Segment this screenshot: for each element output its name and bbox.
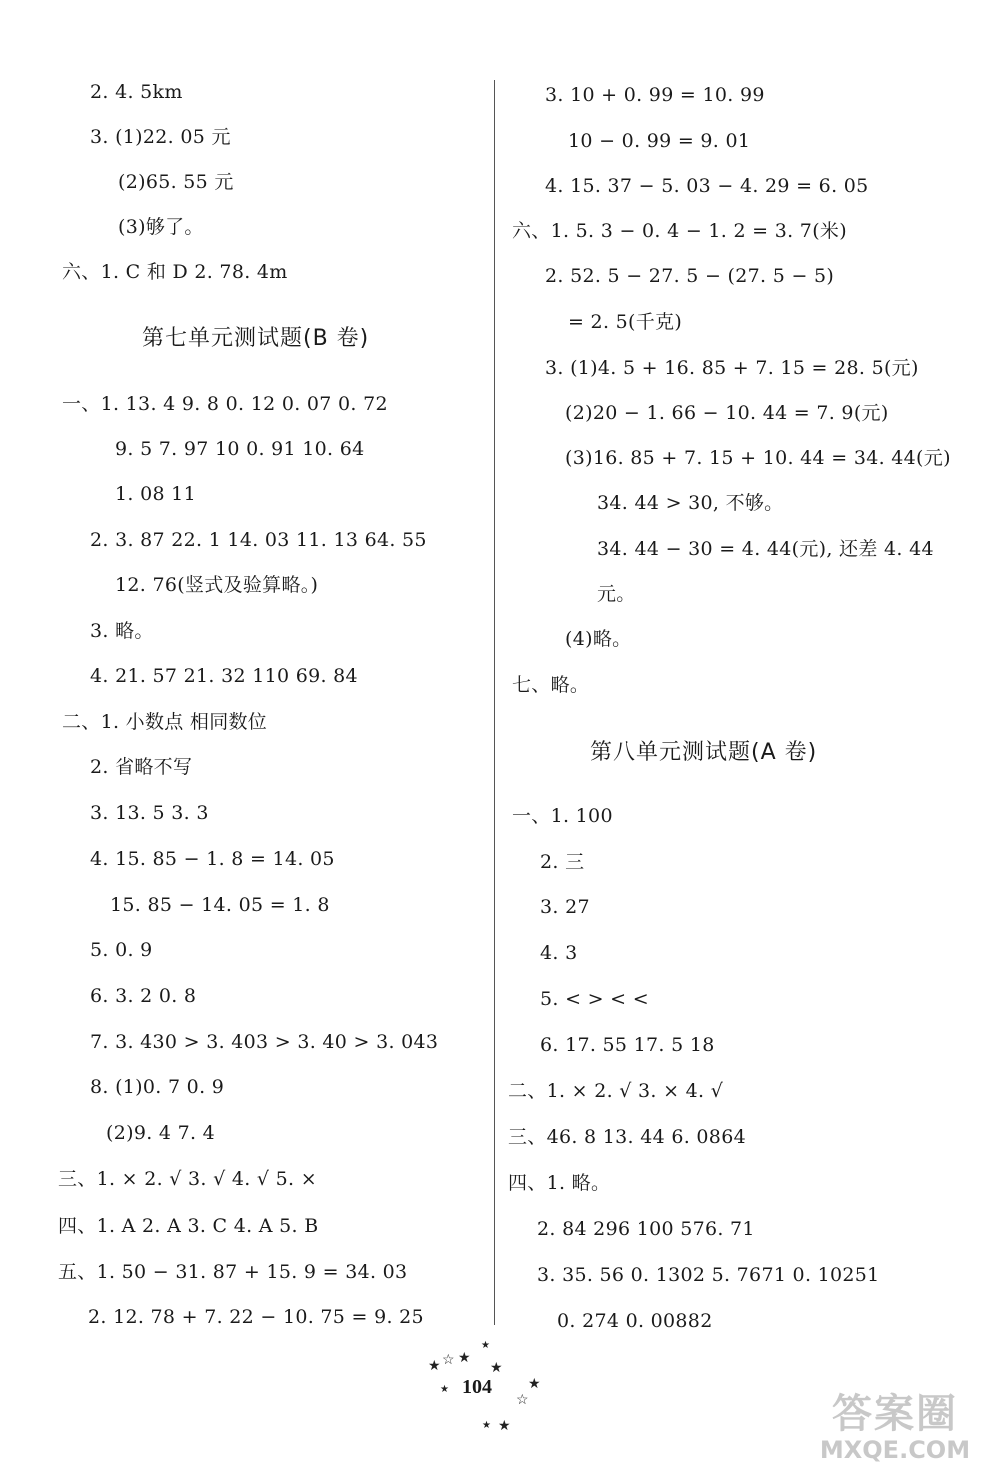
watermark-domain: MXQE.COM <box>819 1436 971 1464</box>
answer-line: 六、1. C 和 D 2. 78. 4m <box>62 261 288 283</box>
answer-line: 34. 44 − 30 = 4. 44(元), 还差 4. 44 <box>597 538 934 560</box>
answer-line: 2. 52. 5 − 27. 5 − (27. 5 − 5) <box>545 265 835 287</box>
answer-line: 5. < > < < <box>540 988 649 1010</box>
answer-line: 7. 3. 430 > 3. 403 > 3. 40 > 3. 043 <box>90 1031 439 1053</box>
answer-line: 8. (1)0. 7 0. 9 <box>90 1076 225 1098</box>
answer-line: 二、1. 小数点 相同数位 <box>62 711 268 733</box>
star-icon: ★ <box>528 1376 541 1392</box>
star-icon: ★ <box>498 1418 511 1434</box>
star-icon: ★ <box>481 1340 490 1351</box>
answer-line: 3. 27 <box>540 896 590 918</box>
answer-line: 2. 84 296 100 576. 71 <box>537 1218 755 1240</box>
answer-line: 四、1. 略。 <box>508 1172 611 1194</box>
answer-line: 5. 0. 9 <box>90 939 153 961</box>
answer-line: 10 − 0. 99 = 9. 01 <box>568 130 751 152</box>
answer-line: (2)20 − 1. 66 − 10. 44 = 7. 9(元) <box>565 402 889 424</box>
answer-line: 三、46. 8 13. 44 6. 0864 <box>508 1126 746 1148</box>
star-icon: ☆ <box>516 1392 529 1408</box>
answer-line: 34. 44 > 30, 不够。 <box>597 492 784 514</box>
watermark <box>800 1392 990 1472</box>
star-icon: ☆ <box>442 1352 455 1368</box>
answer-line: 4. 15. 85 − 1. 8 = 14. 05 <box>90 848 335 870</box>
answer-line: (4)略。 <box>565 628 632 650</box>
answer-line: 3. (1)4. 5 + 16. 85 + 7. 15 = 28. 5(元) <box>545 357 919 379</box>
answer-line: 1. 08 11 <box>115 483 196 505</box>
answer-line: 3. 10 + 0. 99 = 10. 99 <box>545 84 765 106</box>
star-icon: ★ <box>482 1420 491 1431</box>
answer-line: 2. 4. 5km <box>90 81 183 103</box>
answer-line: 2. 省略不写 <box>90 756 193 778</box>
answer-line: (3)16. 85 + 7. 15 + 10. 44 = 34. 44(元) <box>565 447 951 469</box>
star-icon: ★ <box>458 1350 471 1366</box>
answer-line: (3)够了。 <box>118 216 204 238</box>
page-number: 104 <box>462 1376 492 1398</box>
answer-line: = 2. 5(千克) <box>568 311 683 333</box>
answer-line: 4. 15. 37 − 5. 03 − 4. 29 = 6. 05 <box>545 175 869 197</box>
answer-line: 2. 3. 87 22. 1 14. 03 11. 13 64. 55 <box>90 529 427 551</box>
answer-line: 六、1. 5. 3 − 0. 4 − 1. 2 = 3. 7(米) <box>512 220 847 242</box>
section-title: 第七单元测试题(B 卷) <box>142 326 370 351</box>
column-divider <box>494 80 495 1325</box>
section-title: 第八单元测试题(A 卷) <box>590 740 818 765</box>
answer-line: 七、略。 <box>512 674 590 696</box>
answer-line: 一、1. 13. 4 9. 8 0. 12 0. 07 0. 72 <box>62 393 388 415</box>
answer-line: 2. 三 <box>540 851 585 873</box>
answer-line: (2)65. 55 元 <box>118 171 234 193</box>
answer-line: 四、1. A 2. A 3. C 4. A 5. B <box>58 1215 319 1237</box>
answer-line: 五、1. 50 − 31. 87 + 15. 9 = 34. 03 <box>58 1261 408 1283</box>
answer-line: 15. 85 − 14. 05 = 1. 8 <box>110 894 330 916</box>
answer-line: 6. 17. 55 17. 5 18 <box>540 1034 715 1056</box>
answer-line: 4. 3 <box>540 942 578 964</box>
answer-line: 3. 13. 5 3. 3 <box>90 802 209 824</box>
answer-line: 二、1. × 2. √ 3. × 4. √ <box>508 1080 724 1102</box>
answer-line: 12. 76(竖式及验算略。) <box>115 574 319 596</box>
answer-line: 3. 略。 <box>90 620 154 642</box>
star-icon: ★ <box>440 1384 449 1395</box>
answer-line: 3. 35. 56 0. 1302 5. 7671 0. 10251 <box>537 1264 880 1286</box>
answer-line: 6. 3. 2 0. 8 <box>90 985 197 1007</box>
answer-line: 元。 <box>597 583 636 605</box>
answer-line: 三、1. × 2. √ 3. √ 4. √ 5. × <box>58 1168 317 1190</box>
star-icon: ★ <box>490 1360 503 1376</box>
watermark-logo: 答案圈 <box>832 1391 958 1437</box>
star-icon: ★ <box>428 1358 441 1374</box>
answer-line: 4. 21. 57 21. 32 110 69. 84 <box>90 665 358 687</box>
answer-line: (2)9. 4 7. 4 <box>106 1122 216 1144</box>
answer-line: 3. (1)22. 05 元 <box>90 126 231 148</box>
answer-line: 9. 5 7. 97 10 0. 91 10. 64 <box>115 438 365 460</box>
answer-line: 一、1. 100 <box>512 805 613 827</box>
answer-line: 0. 274 0. 00882 <box>557 1310 713 1332</box>
answer-line: 2. 12. 78 + 7. 22 − 10. 75 = 9. 25 <box>88 1306 424 1328</box>
